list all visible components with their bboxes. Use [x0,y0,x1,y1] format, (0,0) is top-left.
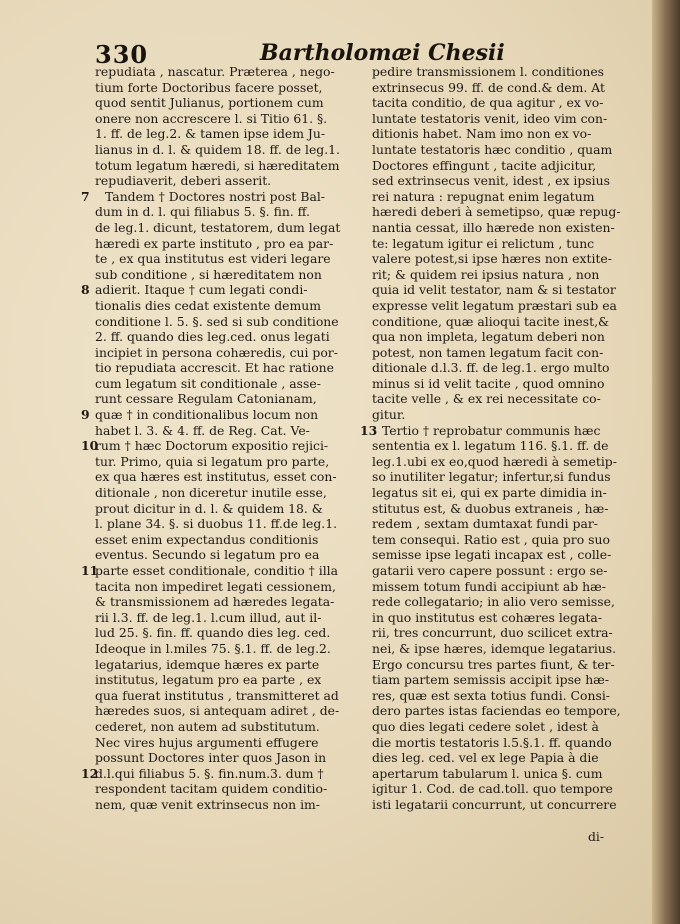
text-line [72,376,362,392]
text-line [360,329,652,345]
text-line [72,454,362,470]
text-line [360,516,652,532]
line-text: legatus sit ei, qui ex parte dimidia in- [372,485,607,501]
line-text: res, quæ est sexta totius fundi. Consi- [372,687,610,703]
line-text: in quo institutus est cohæres legata- [372,609,603,625]
text-line [72,532,362,548]
line-text: tacita non impediret legati cessionem, [95,578,336,594]
line-text: rii, tres concurrunt, duo scilicet extra- [372,625,613,641]
text-line [72,251,362,267]
line-text: possunt Doctores inter quos Jason in [95,750,327,766]
catchword: di- [588,829,605,844]
text-line [72,220,362,236]
line-text: quia id velit testator, nam & si testator [372,282,616,298]
text-line [72,189,362,205]
line-text: die mortis testatoris l.5.§.1. ff. quando [372,734,612,750]
line-text: dero partes istas faciendas eo tempore, [372,703,621,719]
line-text: esset enim expectandus conditionis [95,531,319,547]
running-head: Bartholomæi Chesii [260,40,505,66]
line-text: pedire transmissionem l. conditiones [372,64,605,79]
line-text: valere potest,si ipse hæres non extite- [372,251,612,267]
text-line [360,501,652,517]
line-text: conditione, quæ alioqui tacite inest,& [372,313,610,329]
line-text: nei, & ipse hæres, idemque legatarius. [372,640,617,656]
text-line [72,204,362,220]
line-text: onere non accrescere l. si Titio 61. §. [95,110,328,126]
text-line [72,173,362,189]
line-text: qua fuerat institutus , transmitteret ad [95,687,339,703]
text-line [360,220,652,236]
text-line [360,204,652,220]
text-line [72,360,362,376]
text-line [72,501,362,517]
text-line [360,547,652,563]
text-line [360,126,652,142]
text-line [360,189,652,205]
text-line [72,298,362,314]
line-text: cum legatum sit conditionale , asse- [95,375,321,391]
line-text: potest, non tamen legatum facit con- [372,344,604,360]
line-text: nem, quæ venit extrinsecus non im- [95,796,320,812]
line-text: sententia ex l. legatum 116. §.1. ff. de [372,438,609,454]
line-text: habet l. 3. & 4. ff. de Reg. Cat. Ve- [95,422,310,438]
text-line [360,781,652,797]
line-text: de leg.1. dicunt, testatorem, dum legat [95,219,341,235]
line-text: legatarius, idemque hæres ex parte [95,656,320,672]
line-text: 1. ff. de leg.2. & tamen ipse idem Ju- [95,126,326,142]
page-number: 330 [95,40,149,69]
text-line [72,563,362,579]
text-line [72,407,362,423]
text-line [72,267,362,283]
text-line [72,594,362,610]
line-text: d.l.qui filiabus 5. §. fin.num.3. dum † [95,765,324,781]
line-text: ex qua hæres est institutus, esset con- [95,469,337,485]
text-line [72,610,362,626]
text-line [72,547,362,563]
line-text: runt cessare Regulam Catonianam, [95,391,317,407]
line-text: tacite velle , & ex rei necessitate co- [372,391,601,407]
line-text: expresse velit legatum præstari sub ea [372,297,617,313]
line-text: rum † hæc Doctorum expositio rejici- [95,438,329,454]
line-text: lianus in d. l. & quidem 18. ff. de leg.1. [95,141,340,157]
text-line [360,532,652,548]
line-text: sed extrinsecus venit, idest , ex ipsius [372,173,610,189]
line-text: rii l.3. ff. de leg.1. l.cum illud, aut il- [95,609,322,625]
line-text: redem , sextam dumtaxat fundi par- [372,516,598,532]
text-line [72,95,362,111]
text-line [72,672,362,688]
line-text: igitur 1. Cod. de cad.toll. quo tempore [372,781,613,797]
text-line [360,236,652,252]
text-line [360,376,652,392]
text-line [360,735,652,751]
line-text: tacita conditio, de qua agitur , ex vo- [372,95,604,111]
text-line [72,719,362,735]
line-text: tium forte Doctoribus facere posset, [95,79,323,95]
text-line [72,703,362,719]
text-line [360,267,652,283]
text-line [360,95,652,111]
text-line [360,391,652,407]
line-text: Tertio † reprobatur communis hæc [382,422,601,438]
text-line [72,579,362,595]
line-text: hæredi deberi à semetipso, quæ repug- [372,204,621,220]
line-text: Doctores effingunt , tacite adjicitur, [372,157,597,173]
text-line [360,485,652,501]
text-line [360,423,652,439]
line-text: nantia cessat, illo hærede non existen- [372,219,615,235]
line-text: quæ † in conditionalibus locum non [95,407,319,423]
line-text: ditionale , non diceretur inutile esse, [95,485,327,501]
line-text: 2. ff. quando dies leg.ced. onus legati [95,329,330,345]
line-text: tur. Primo, quia si legatum pro parte, [95,453,330,469]
line-text: incipiet in persona cohæredis, cui por- [95,344,338,360]
line-text: hæredes suos, si antequam adiret , de- [95,703,340,719]
text-line [72,797,362,813]
line-text: rit; & quidem rei ipsius natura , non [372,266,600,282]
text-line [72,688,362,704]
text-line [72,781,362,797]
text-line [72,236,362,252]
line-text: prout dicitur in d. l. & quidem 18. & [95,500,323,516]
text-line [72,485,362,501]
line-text: te , ex qua institutus est videri legare [95,251,331,267]
line-text: isti legatarii concurrunt, ut concurrere [372,796,617,812]
text-line [360,703,652,719]
line-text: tiam partem semissis accipit ipse hæ- [372,672,610,688]
text-line [360,142,652,158]
line-text: ditionis habet. Nam imo non ex vo- [372,126,592,142]
line-text: quod sentit Julianus, portionem cum [95,95,324,111]
text-line [72,158,362,174]
left-text-column [72,64,362,813]
text-line [360,469,652,485]
text-line [360,298,652,314]
line-text: semisse ipse legati incapax est , colle- [372,547,612,563]
text-line [360,314,652,330]
line-text: quo dies legati cedere solet , idest à [372,718,599,734]
right-text-column [360,64,652,813]
text-line [72,735,362,751]
line-text: sub conditione , si hæreditatem non [95,266,322,282]
line-text: Ideoque in l.miles 75. §.1. ff. de leg.2. [95,640,331,656]
text-line [72,314,362,330]
line-text: extrinsecus 99. ff. de cond.& dem. At [372,79,605,95]
line-text: cederet, non autem ad substitutum. [95,718,320,734]
text-line [72,64,362,80]
line-text: repudiaverit, deberi asserit. [95,173,272,189]
margin-number: 9 [81,407,90,423]
line-text: institutus, legatum pro ea parte , ex [95,672,322,688]
line-text: & transmissionem ad hæredes legata- [95,594,335,610]
text-line [360,173,652,189]
line-text: repudiata , nascatur. Præterea , nego- [95,64,335,79]
text-line [360,766,652,782]
text-line [72,142,362,158]
text-line [72,80,362,96]
text-line [72,423,362,439]
text-line [72,516,362,532]
text-line [360,360,652,376]
text-line [360,625,652,641]
line-text: conditione l. 5. §. sed si sub conditione [95,313,339,329]
margin-number: 11 [81,563,99,578]
text-line [360,579,652,595]
text-line [72,469,362,485]
line-text: missem totum fundi accipiunt ab hæ- [372,578,606,594]
margin-number: 7 [81,188,90,204]
text-line [360,641,652,657]
text-line [72,657,362,673]
margin-number: 12 [81,765,99,781]
text-line [72,126,362,142]
line-text: Nec vires hujus argumenti effugere [95,734,319,750]
text-line [360,158,652,174]
text-line [360,454,652,470]
line-text: lud 25. §. fin. ff. quando dies leg. ced. [95,625,331,641]
text-line [360,657,652,673]
line-text: Ergo concursu tres partes fiunt, & ter- [372,656,615,672]
line-text: te: legatum igitur ei relictum , tunc [372,235,595,251]
text-line [72,438,362,454]
margin-number: 10 [81,438,99,454]
text-line [360,438,652,454]
line-text: tionalis dies cedat existente demum [95,297,321,313]
line-text: gitur. [372,407,406,423]
line-text: so inutiliter legatur; infertur,si fundus [372,469,611,485]
line-text: dum in d. l. qui filiabus 5. §. fin. ff. [95,204,310,220]
text-line [360,64,652,80]
text-line [72,111,362,127]
text-line [360,407,652,423]
text-line [72,282,362,298]
text-line [360,80,652,96]
line-text: luntate testatoris venit, ideo vim con- [372,110,608,126]
text-line [360,594,652,610]
text-line [360,688,652,704]
line-text: gatarii vero capere possunt : ergo se- [372,563,608,578]
text-line [360,563,652,579]
line-text: dies leg. ced. vel ex lege Papia à die [372,750,599,766]
line-text: rede collegatario; in alio vero semisse, [372,594,615,610]
text-line [360,111,652,127]
text-line [360,672,652,688]
line-text: tio repudiata accrescit. Et hac ratione [95,360,334,376]
margin-number: 13 [360,422,378,438]
line-text: eventus. Secundo si legatum pro ea [95,547,320,563]
line-text: luntate testatoris hæc conditio , quam [372,141,613,157]
text-line [360,610,652,626]
line-text: leg.1.ubi ex eo,quod hæredi à semetip- [372,453,617,469]
line-text: l. plane 34. §. si duobus 11. ff.de leg.1. [95,516,338,532]
text-line [72,641,362,657]
line-text: adierit. Itaque † cum legati condi- [95,282,308,298]
text-line [72,766,362,782]
text-line [360,345,652,361]
line-text: parte esset conditionale, conditio † illa [95,563,339,578]
line-text: Tandem † Doctores nostri post Bal- [105,188,325,204]
line-text: rei natura : repugnat enim legatum [372,188,595,204]
binding-gutter [652,0,680,924]
margin-number: 8 [81,282,90,298]
line-text: qua non impleta, legatum deberi non [372,329,605,345]
text-line [72,329,362,345]
text-line [360,750,652,766]
line-text: totum legatum hæredi, si hæreditatem [95,157,340,173]
text-line [72,750,362,766]
line-text: stitutus est, & duobus extraneis , hæ- [372,500,609,516]
text-line [72,345,362,361]
line-text: respondent tacitam quidem conditio- [95,781,328,797]
line-text: apertarum tabularum l. unica §. cum [372,765,603,781]
text-line [360,282,652,298]
line-text: minus si id velit tacite , quod omnino [372,375,605,391]
line-text: hæredi ex parte instituto , pro ea par- [95,235,334,251]
text-line [72,391,362,407]
text-line [360,719,652,735]
text-line [360,797,652,813]
line-text: tem consequi. Ratio est , quia pro suo [372,531,610,547]
line-text: ditionale d.l.3. ff. de leg.1. ergo multo [372,360,610,376]
text-line [72,625,362,641]
text-line [360,251,652,267]
